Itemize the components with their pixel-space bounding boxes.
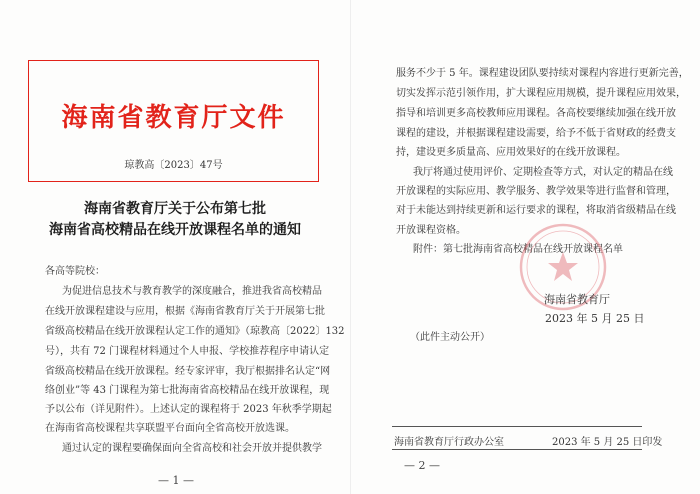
body-line: 我厅将通过使用评价、定期检查等方式，对认定的精品在线 (413, 167, 673, 178)
body-line: 通过认定的课程要确保面向全省高校和社会开放并提供教学 (62, 443, 322, 454)
body-line: 指导和培训更多高校教师应用课程。各高校要继续加强在线开放 (396, 108, 676, 119)
footer-rule-bottom (392, 449, 642, 450)
notice-title-line-1: 海南省教育厅关于公布第七批 (84, 201, 266, 217)
body-line: 予以公布（详见附件）。上述认定的课程将于 2023 年秋季学期起 (45, 404, 332, 415)
footer-rule-top (392, 426, 642, 427)
body-line: 号），共有 72 门课程材料通过个人申报、学校推荐程序申请认定 (45, 346, 330, 357)
body-line: 络创业”等 43 门课程为第七批海南省高校精品在线开放课程，现 (45, 385, 330, 396)
footer-print-date: 2023 年 5 月 25 日印发 (552, 437, 663, 448)
document-number: 琼教高〔2023〕47号 (124, 160, 223, 171)
notice-title-line-2: 海南省高校精品在线开放课程名单的通知 (49, 222, 301, 238)
body-line: 在海南省高校课程共享联盟平台面向全省高校开放选课。 (45, 423, 295, 434)
disclosure-note: （此件主动公开） (410, 332, 490, 343)
body-line: 持，建设更多质量高、应用效果好的在线开放课程。 (396, 147, 626, 158)
document-header-box (28, 60, 319, 182)
body-line: 对于未能达到持续更新和运行要求的课程，将取消省级精品在线 (396, 205, 676, 216)
page-number: — 2 — (404, 459, 440, 472)
footer-office: 海南省教育厅行政办公室 (394, 437, 504, 448)
body-line: 在线开放课程建设与应用，根据《海南省教育厅关于开展第七批 (45, 306, 325, 317)
body-line: 省级高校精品在线开放课程。经专家评审，我厅根据排名认定“网 (45, 366, 331, 377)
body-line: 开放课程资格。 (396, 225, 466, 236)
document-issuer-title: 海南省教育厅文件 (61, 103, 286, 133)
signature-date: 2023 年 5 月 25 日 (545, 312, 645, 325)
body-line: 开放课程的实际应用、教学服务、教学效果等进行监督和管理， (396, 186, 676, 197)
body-line: 省级高校精品在线开放课程认定工作的通知》（琼教高〔2022〕132 (45, 326, 345, 337)
body-line: 课程的建设，并根据课程建设需要，给予不低于省财政的经费支 (396, 128, 676, 139)
body-line: 为促进信息技术与教育教学的深度融合，推进我省高校精品 (62, 286, 322, 297)
attachment-line: 附件：第七批海南省高校精品在线开放课程名单 (413, 244, 623, 255)
body-line: 切实发挥示范引领作用，扩大课程应用规模，提升课程应用效果， (396, 88, 686, 99)
page-number: — 1 — (158, 474, 194, 487)
body-line: 服务不少于 5 年。课程建设团队要持续对课程内容进行更新完善， (396, 68, 689, 79)
signature-organization: 海南省教育厅 (544, 293, 610, 306)
salutation: 各高等院校： (45, 266, 105, 277)
